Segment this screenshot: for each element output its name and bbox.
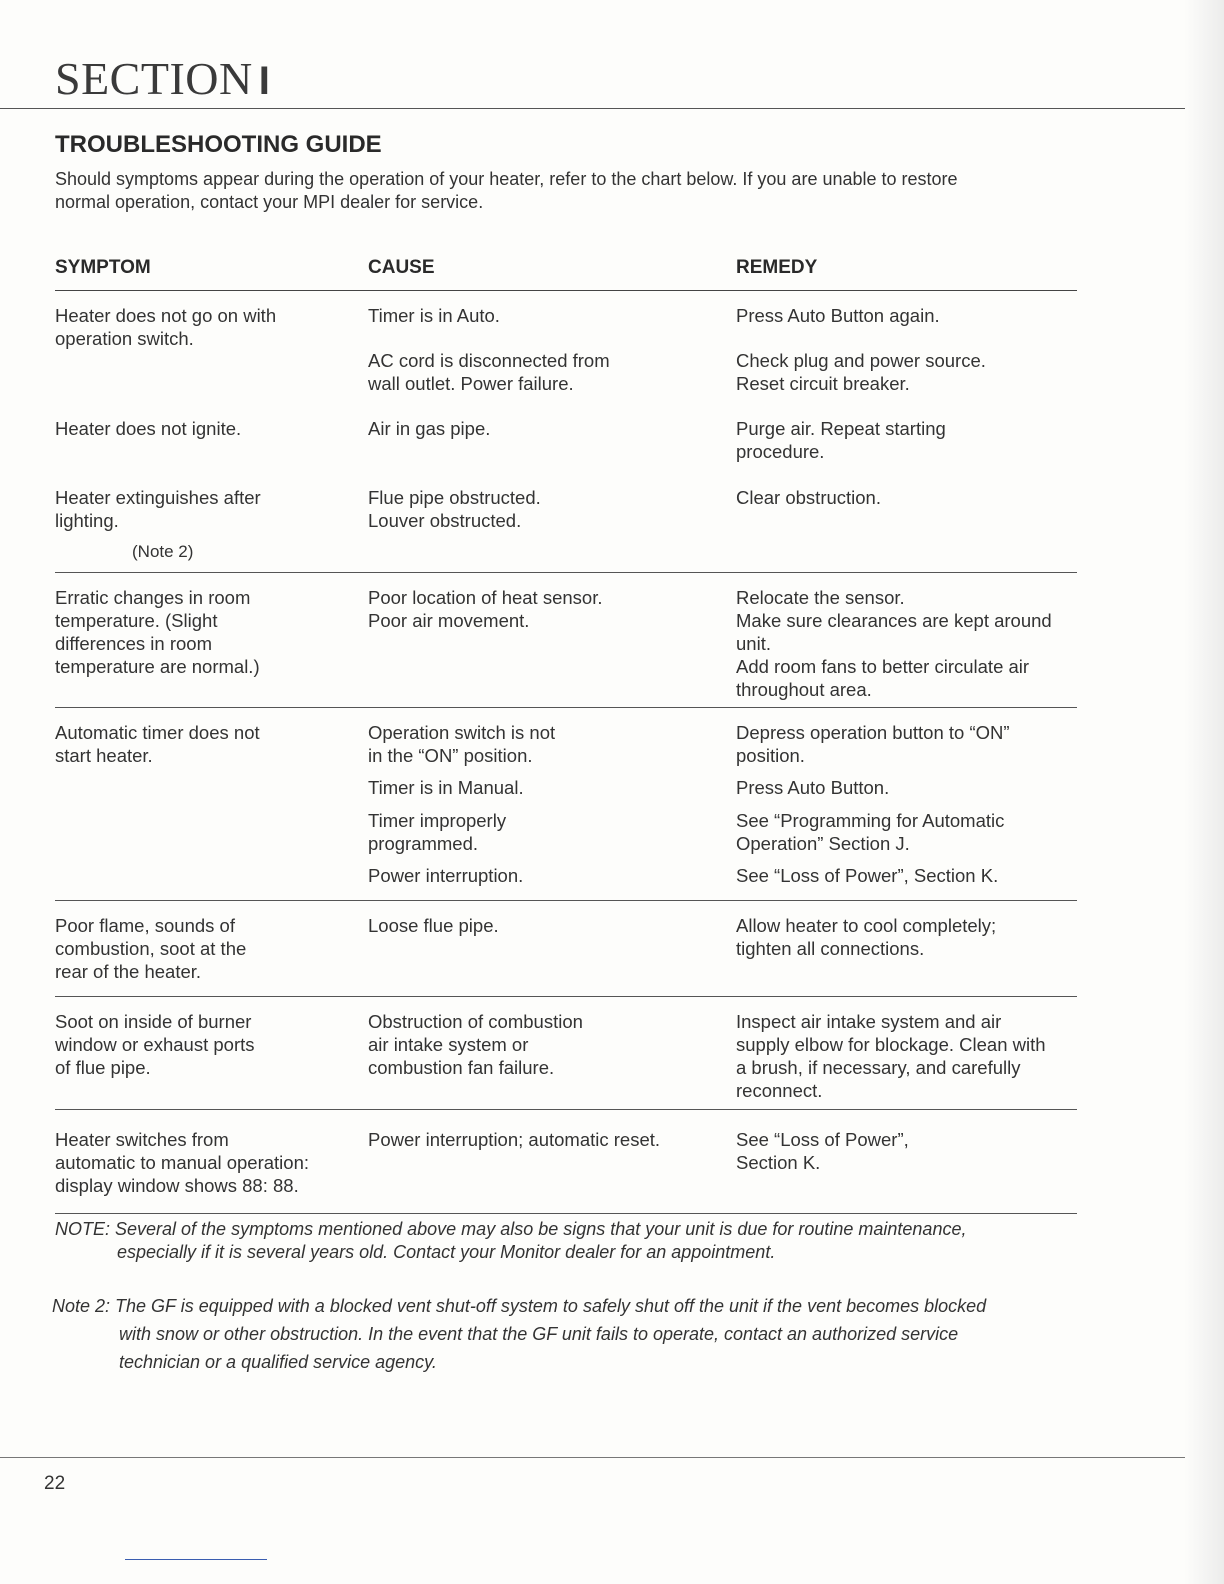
cause-cell: Operation switch is not in the “ON” position.: [368, 722, 556, 766]
column-header-symptom: SYMPTOM: [55, 257, 151, 278]
row-divider: [55, 707, 1077, 708]
cause-cell: Timer is in Auto.: [368, 305, 500, 326]
remedy-cell: See “Programming for Automatic Operation” Section J.: [736, 810, 1005, 854]
column-header-cause: CAUSE: [368, 257, 435, 278]
column-header-remedy: REMEDY: [736, 257, 818, 278]
section-letter: I: [258, 59, 271, 103]
row-divider: [55, 572, 1077, 573]
symptom-cell: Heater does not ignite.: [55, 418, 242, 439]
cause-cell: AC cord is disconnected from wall outlet. Power failure.: [368, 350, 610, 394]
page-edge-shadow: [1184, 0, 1224, 1584]
note-2: [52, 1292, 1092, 1376]
symptom-cell: Erratic changes in room temperature. (Slight differences in room temperature are normal.): [55, 587, 260, 677]
row-divider: [55, 996, 1077, 997]
cause-cell: Power interruption; automatic reset.: [368, 1129, 661, 1150]
remedy-cell: Press Auto Button again.: [736, 305, 940, 326]
maintenance-note: [55, 1218, 1095, 1264]
note-line: NOTE: Several of the symptoms mentioned above may also be signs that your unit is due for routine maintenance,: [55, 1219, 967, 1239]
note-line: especially if it is several years old. Contact your Monitor dealer for an appointment.: [117, 1242, 776, 1262]
row-divider: [55, 1109, 1077, 1110]
section-label: SECTION: [55, 53, 253, 104]
note-line: technician or a qualified service agency.: [119, 1352, 437, 1372]
intro-line: normal operation, contact your MPI dealer for service.: [55, 192, 484, 212]
cause-cell: Timer is in Manual.: [368, 777, 524, 798]
intro-line: Should symptoms appear during the operation of your heater, refer to the chart below. If you are unable to restore: [55, 169, 958, 189]
symptom-cell: Poor flame, sounds of combustion, soot at the rear of the heater.: [55, 915, 247, 982]
symptom-cell: Soot on inside of burner window or exhaust ports of flue pipe.: [55, 1011, 255, 1078]
guide-title: TROUBLESHOOTING GUIDE: [55, 131, 382, 158]
remedy-cell: Depress operation button to “ON” position.: [736, 722, 1010, 766]
cause-cell: Power interruption.: [368, 865, 524, 886]
header-rule: [0, 108, 1185, 109]
cause-cell: Poor location of heat sensor. Poor air movement.: [368, 587, 603, 631]
table-header-rule: [55, 290, 1077, 291]
note-line: with snow or other obstruction. In the event that the GF unit fails to operate, contact an authorized service: [119, 1324, 959, 1344]
cause-cell: Timer improperly programmed.: [368, 810, 507, 854]
cause-cell: Loose flue pipe.: [368, 915, 499, 936]
page-number: 22: [44, 1473, 66, 1494]
remedy-cell: Clear obstruction.: [736, 487, 881, 508]
remedy-cell: Allow heater to cool completely; tighten all connections.: [736, 915, 997, 959]
remedy-cell: Relocate the sensor. Make sure clearances are kept around unit. Add room fans to better circulate air throughout area.: [736, 587, 1052, 700]
symptom-cell: Automatic timer does not start heater.: [55, 722, 260, 766]
footer-rule: [0, 1457, 1185, 1458]
remedy-cell: Inspect air intake system and air supply elbow for blockage. Clean with a brush, if necessary, and carefully reconnect.: [736, 1011, 1046, 1101]
section-title: [55, 52, 270, 105]
bottom-accent-line: [125, 1559, 267, 1560]
table-bottom-rule: [55, 1213, 1077, 1214]
symptom-cell: Heater extinguishes after lighting. (Note 2): [55, 487, 261, 561]
note-2-reference: (Note 2): [132, 542, 194, 561]
remedy-cell: Check plug and power source. Reset circuit breaker.: [736, 350, 986, 394]
cause-cell: Obstruction of combustion air intake system or combustion fan failure.: [368, 1011, 583, 1078]
symptom-cell: Heater does not go on with operation switch.: [55, 305, 277, 349]
symptom-cell: Heater switches from automatic to manual operation: display window shows 88: 88.: [55, 1129, 310, 1196]
intro-paragraph: [55, 168, 1095, 214]
remedy-cell: Purge air. Repeat starting procedure.: [736, 418, 946, 462]
cause-cell: Air in gas pipe.: [368, 418, 491, 439]
cause-cell: Flue pipe obstructed. Louver obstructed.: [368, 487, 541, 531]
remedy-cell: See “Loss of Power”, Section K.: [736, 1129, 909, 1173]
note-line: Note 2: The GF is equipped with a blocked vent shut-off system to safely shut off the unit if the vent becomes blocked: [52, 1296, 987, 1316]
remedy-cell: Press Auto Button.: [736, 777, 890, 798]
remedy-cell: See “Loss of Power”, Section K.: [736, 865, 999, 886]
row-divider: [55, 900, 1077, 901]
